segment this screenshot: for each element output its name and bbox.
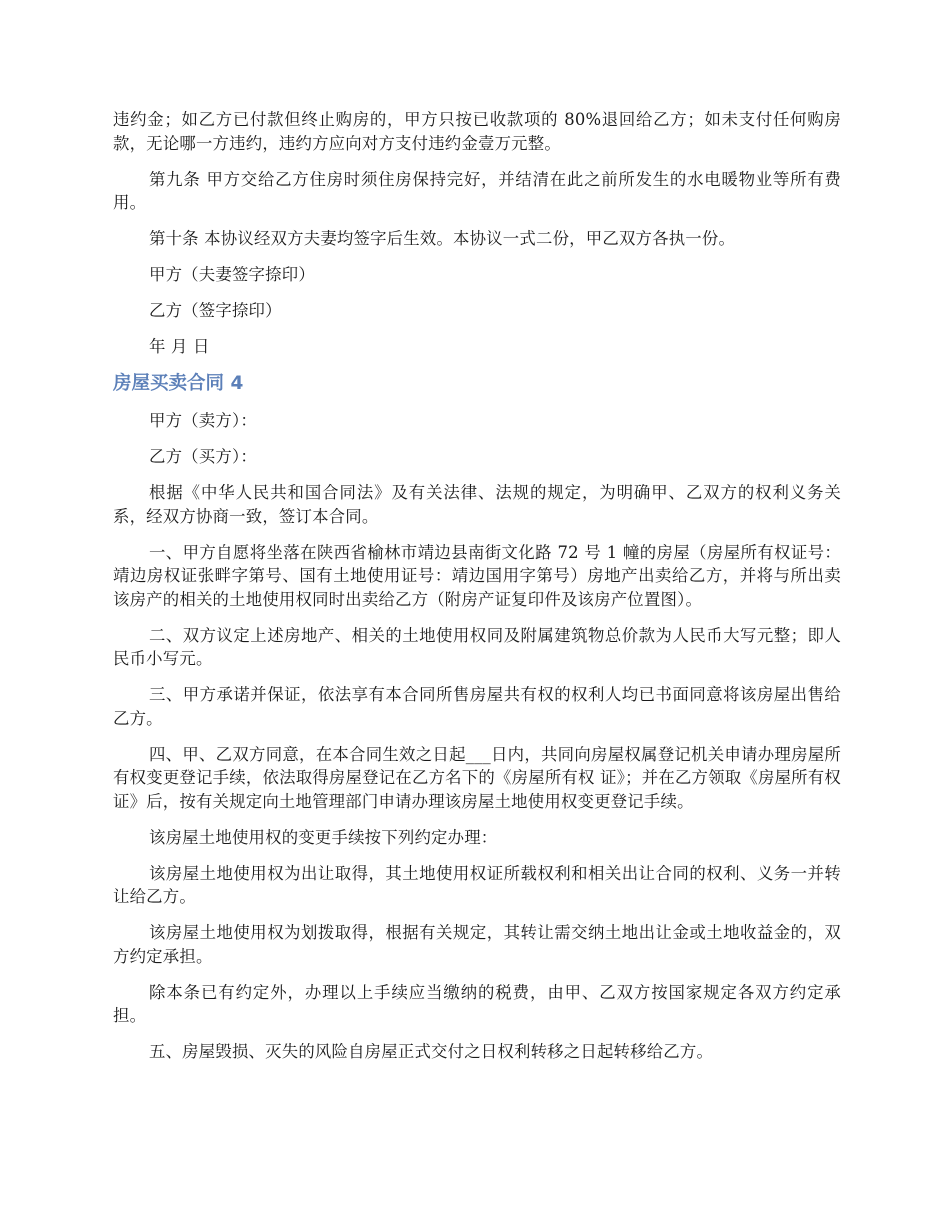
paragraph-land-intro: 该房屋土地使用权的变更手续按下列约定办理：: [149, 827, 498, 847]
paragraph-clause-2: 二、双方议定上述房地产、相关的土地使用权同及附属建筑物总价款为人民币大写元整；即人民币小写元。: [113, 625, 841, 668]
party-b-signature-line: 乙方（签字捺印）: [149, 301, 282, 320]
paragraph-continued: 违约金；如乙方已付款但终止购房的，甲方只按已收款项的 80%退回给乙方；如未支付任何购房款，无论哪一方违约，违约方应向对方支付违约金壹万元整。: [113, 110, 841, 153]
buyer-line: 乙方（买方）：: [149, 447, 257, 466]
paragraph-clause-3: 三、甲方承诺并保证，依法享有本合同所售房屋共有权的权利人均已书面同意将该房屋出售给乙方。: [113, 685, 841, 728]
paragraph-clause-5: 五、房屋毁损、灭失的风险自房屋正式交付之日权利转移之日起转移给乙方。: [149, 1042, 714, 1061]
seller-line: 甲方（卖方）：: [149, 411, 257, 430]
paragraph-intro: 根据《中华人民共和国合同法》及有关法律、法规的规定，为明确甲、乙双方的权利义务关系，经双方协商一致，签订本合同。: [113, 483, 841, 526]
paragraph-land-transfer: 该房屋土地使用权为出让取得，其土地使用权证所载权利和相关出让合同的权利、义务一并转让给乙方。: [113, 863, 841, 906]
paragraph-article-10: 第十条 本协议经双方夫妻均签字后生效。本协议一式二份，甲乙双方各执一份。: [149, 229, 736, 248]
date-line: 年 月 日: [149, 337, 210, 356]
document-page: [113, 108, 841, 1076]
paragraph-article-9: 第九条 甲方交给乙方住房时须住房保持完好，并结清在此之前所发生的水电暖物业等所有费用。: [113, 169, 841, 212]
paragraph-tax: 除本条已有约定外，办理以上手续应当缴纳的税费，由甲、乙双方按国家规定各双方约定承担。: [113, 982, 841, 1025]
party-a-signature-line: 甲方（夫妻签字捺印）: [149, 265, 315, 284]
paragraph-clause-4: 四、甲、乙双方同意，在本合同生效之日起___日内，共同向房屋权属登记机关申请办理房屋所有权变更登记手续，依法取得房屋登记在乙方名下的《房屋所有权 证》；并在乙方领取《房屋所有权证》后，按有关规定向土地管理部门申请办理该房屋土地使用权变更登记手续。: [113, 744, 841, 811]
section-heading: 房屋买卖合同 4: [113, 373, 244, 394]
paragraph-clause-1: 一、甲方自愿将坐落在陕西省榆林市靖边县南街文化路 72 号 1 幢的房屋（房屋所有权证号：靖边房权证张畔字第号、国有土地使用证号：靖边国用字第号）房地产出卖给乙方，并将与所出卖该房产的相关的土地使用权同时出卖给乙方（附房产证复印件及该房产位置图）。: [113, 542, 841, 609]
paragraph-land-allocation: 该房屋土地使用权为划拨取得，根据有关规定，其转让需交纳土地出让金或土地收益金的，双方约定承担。: [113, 923, 841, 966]
